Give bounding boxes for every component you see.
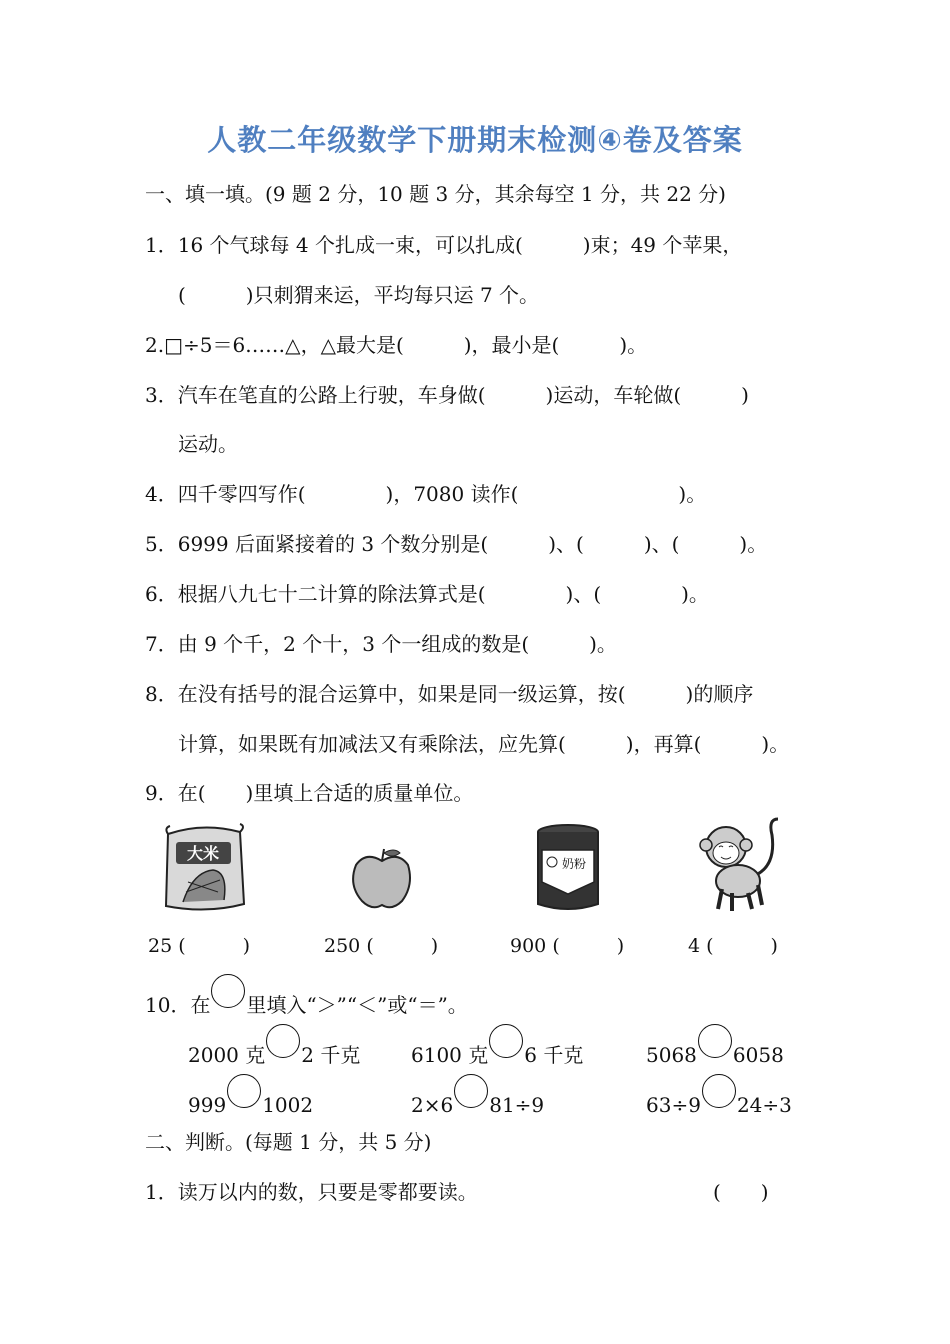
question-3-line-1: 3．汽车在笔直的公路上行驶，车身做( )运动，车轮做( ) [145, 383, 749, 407]
judgment-question-1: 1．读万以内的数，只要是零都要读。 [145, 1180, 478, 1204]
compare-circle-icon[interactable] [489, 1024, 523, 1058]
question-5: 5．6999 后面紧接着的 3 个数分别是( )、( )、( )。 [145, 532, 768, 556]
comparison-6: 63÷9 24÷3 [646, 1084, 792, 1118]
weight-rice-value: 25 ( ) [148, 935, 251, 957]
compare-circle-icon[interactable] [227, 1074, 261, 1108]
compare-circle-icon [211, 974, 245, 1008]
can-label: 奶粉 [561, 857, 587, 871]
weight-milk-value: 900 ( ) [510, 935, 625, 957]
judgment-answer-blank[interactable]: ( ) [713, 1180, 769, 1204]
section2-heading: 二、判断。(每题 1 分，共 5 分) [145, 1130, 432, 1154]
comparison-1: 2000 克 2 千克 [188, 1034, 360, 1068]
comparison-3: 5068 6058 [646, 1034, 784, 1068]
apple-image [348, 845, 416, 913]
weight-apple-value: 250 ( ) [324, 935, 439, 957]
compare-circle-icon[interactable] [454, 1074, 488, 1108]
compare-circle-icon[interactable] [266, 1024, 300, 1058]
compare-circle-icon[interactable] [698, 1024, 732, 1058]
section1-heading: 一、填一填。(9 题 2 分，10 题 3 分，其余每空 1 分，共 22 分) [145, 182, 726, 206]
comparison-5: 2×6 81÷9 [411, 1084, 544, 1118]
question-3-line-2: 运动。 [178, 432, 238, 456]
weight-monkey-value: 4 ( ) [688, 935, 778, 957]
question-6: 6．根据八九七十二计算的除法算式是( )、( )。 [145, 582, 709, 606]
svg-text:大米: 大米 [186, 844, 220, 863]
question-8-line-2: 计算，如果既有加减法又有乘除法，应先算( )，再算( )。 [178, 732, 790, 756]
monkey-image [696, 815, 786, 915]
question-2: 2.□÷5＝6……△，△最大是( )，最小是( )。 [145, 333, 648, 357]
milk-powder-can-image [532, 822, 604, 914]
comparison-2: 6100 克 6 千克 [411, 1034, 583, 1068]
question-1-line-2: ( )只刺猬来运，平均每只运 7 个。 [178, 283, 540, 307]
comparison-4: 999 1002 [188, 1084, 313, 1118]
compare-circle-icon[interactable] [702, 1074, 736, 1108]
question-1-line-1: 1．16 个气球每 4 个扎成一束，可以扎成( )束；49 个苹果， [145, 233, 743, 257]
question-9: 9．在( )里填上合适的质量单位。 [145, 781, 474, 805]
page-title: 人教二年级数学下册期末检测④卷及答案 [207, 123, 743, 157]
question-4: 4．四千零四写作( )，7080 读作( )。 [145, 482, 707, 506]
question-10: 10．在 里填入“＞”“＜”或“＝”。 [145, 984, 468, 1018]
question-7: 7．由 9 个千，2 个十，3 个一组成的数是( )。 [145, 632, 617, 656]
question-8-line-1: 8．在没有括号的混合运算中，如果是同一级运算，按( )的顺序 [145, 682, 754, 706]
rice-bag-image [158, 822, 248, 917]
